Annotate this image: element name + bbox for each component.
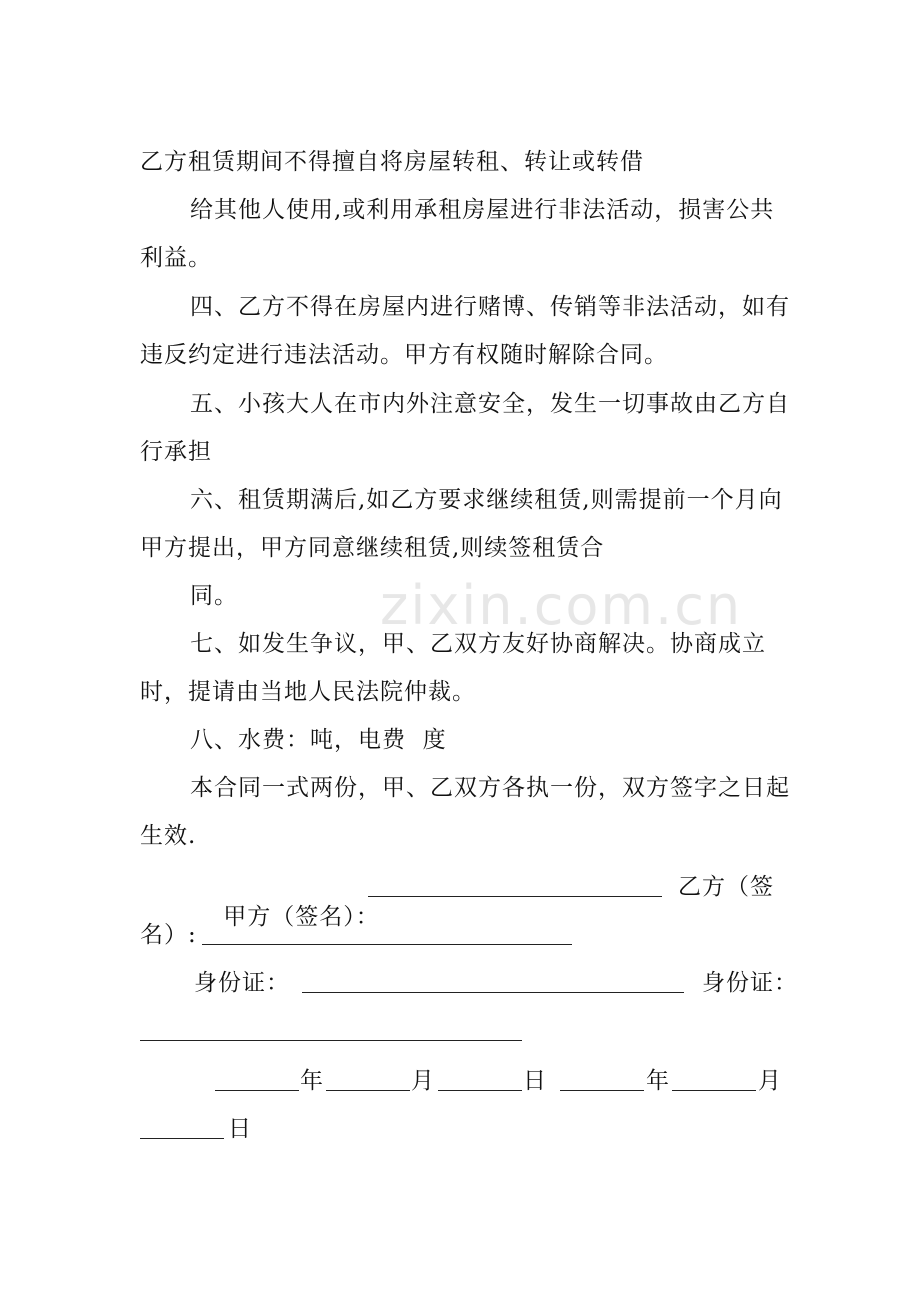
- date-b-month-blank[interactable]: [672, 1089, 756, 1091]
- date-a-day-label: 日: [523, 1068, 547, 1094]
- party-b-label-start: 乙方（签: [678, 874, 774, 900]
- closing-paragraph: 本合同一式两份，甲、乙双方各执一份，双方签字之日起生效.: [140, 775, 790, 849]
- date-a-year-label: 年: [300, 1068, 324, 1094]
- clause-7: 七、如发生争议，甲、乙双方友好协商解决。协商成立时，提请由当地人民法院仲裁。: [140, 631, 766, 705]
- date-a-month-blank[interactable]: [326, 1089, 410, 1091]
- date-a-day-blank[interactable]: [438, 1089, 522, 1091]
- id-blank-b[interactable]: [140, 1039, 522, 1041]
- date-b-month-label: 月: [758, 1068, 782, 1094]
- date-a-year-blank[interactable]: [215, 1089, 299, 1091]
- date-b-day-label: 日: [228, 1116, 252, 1142]
- party-a-signature-line: [190, 872, 380, 962]
- date-a-month-label: 月: [411, 1068, 435, 1094]
- party-b-label-end: 名）:: [140, 922, 197, 948]
- clause-6: 六、租赁期满后,如乙方要求继续租赁,则需提前一个月向甲方提出，甲方同意继续租赁,则续签租赁合: [140, 487, 783, 561]
- party-a-signature-blank[interactable]: [368, 895, 662, 897]
- date-b-day-blank[interactable]: [140, 1137, 224, 1139]
- party-b-signature-blank[interactable]: [202, 943, 572, 945]
- paragraph-2: 给其他人使用,或利用承租房屋进行非法活动，损害公共利益。: [140, 197, 775, 271]
- id-label-b: 身份证：: [702, 970, 798, 996]
- clause-8: 八、水费：吨，电费 度: [190, 727, 447, 753]
- paragraph-1: 乙方租赁期间不得擅自将房屋转租、转让或转借: [140, 149, 644, 175]
- clause-6-end: 同。: [190, 583, 238, 609]
- clause-5: 五、小孩大人在市内外注意安全，发生一切事故由乙方自行承担: [140, 391, 790, 465]
- watermark: zixin.com.cn: [380, 574, 743, 637]
- party-a-label: 甲方（签名）：: [223, 904, 380, 930]
- clause-4: 四、乙方不得在房屋内进行赌博、传销等非法活动，如有违反约定进行违法活动。甲方有权随时解除合同。: [140, 294, 790, 368]
- date-b-year-label: 年: [646, 1068, 670, 1094]
- id-blank-a[interactable]: [302, 991, 684, 993]
- date-b-year-blank[interactable]: [560, 1089, 644, 1091]
- id-label-a: 身份证：: [194, 970, 290, 996]
